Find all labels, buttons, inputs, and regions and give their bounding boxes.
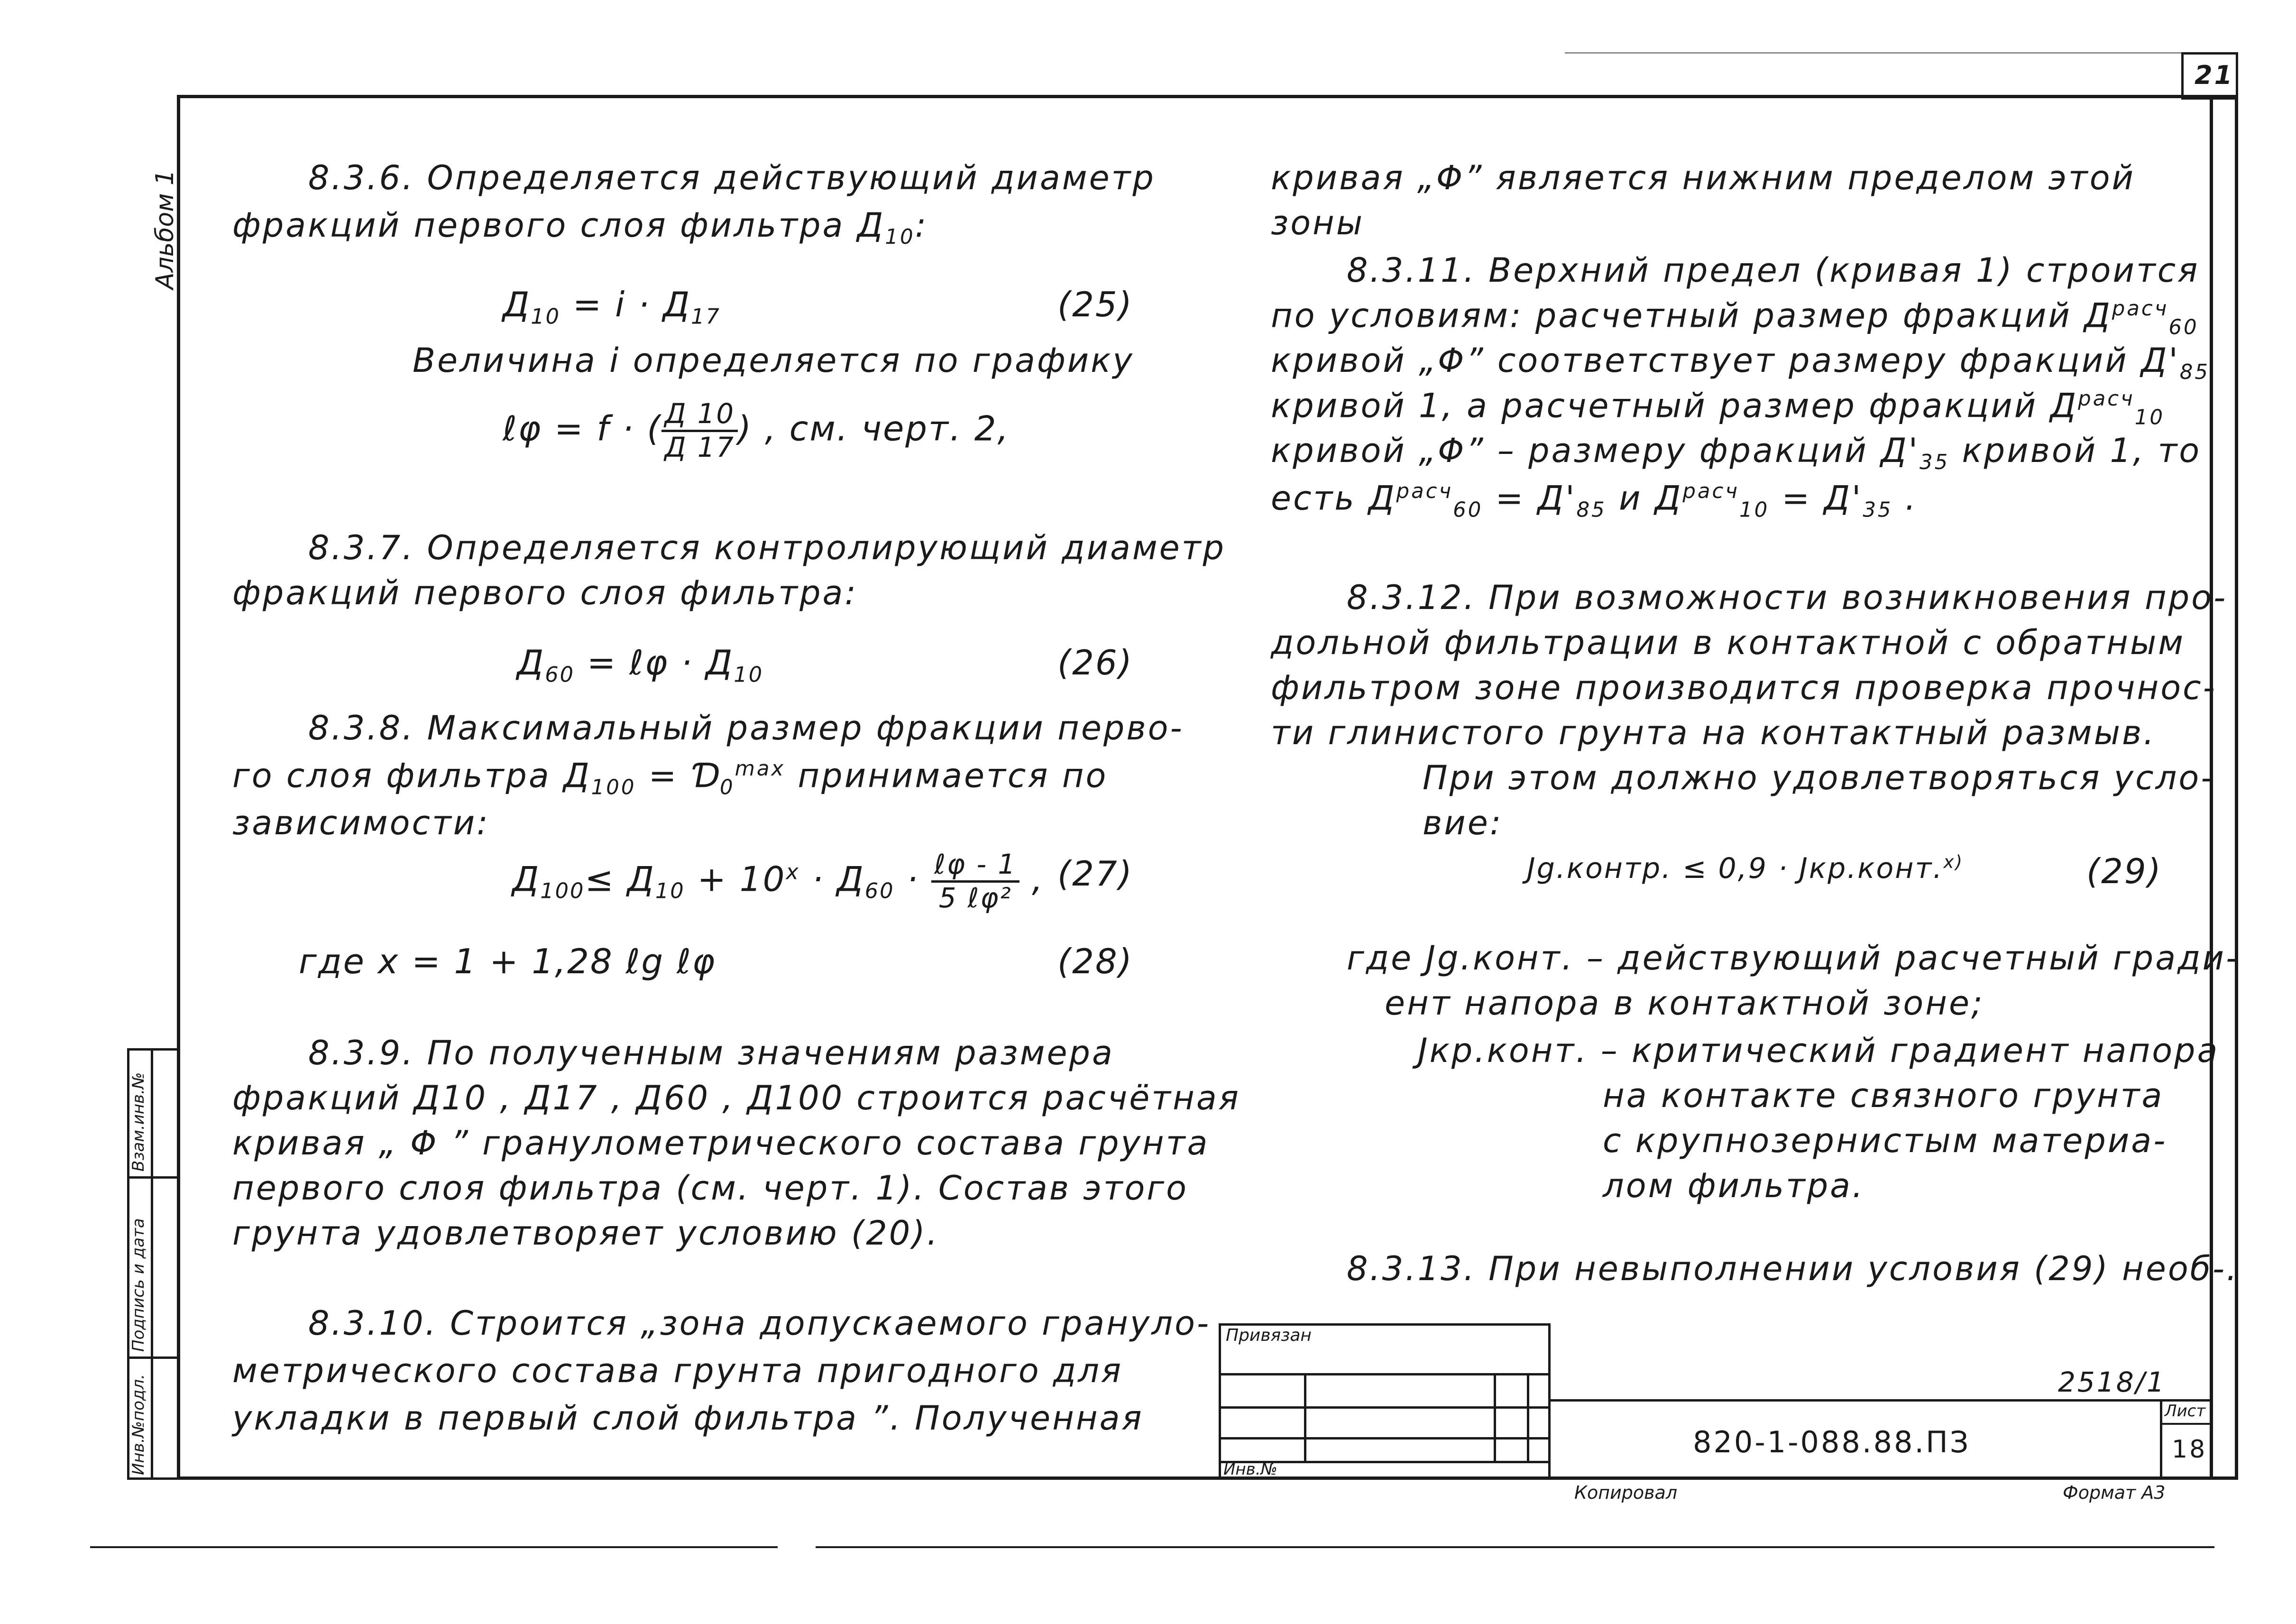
- right-cont-line2: зоны: [1271, 203, 1365, 242]
- equation-25-number: (25): [1057, 285, 1133, 324]
- p838-line2: го слоя фильтра $Д_{100}$ = $Ɗ_0^{max}$ принимается по: [232, 756, 1108, 800]
- p839-line2: фракций Д10 , Д17 , Д60 , Д100 строится расчётная: [232, 1079, 1240, 1117]
- stamp-sheet-divider: [2160, 1399, 2162, 1480]
- stamp-col-2: [1494, 1373, 1496, 1461]
- p838-line3: зависимости:: [232, 803, 490, 842]
- side-invpodl-label: Инв.№подл.: [129, 1374, 148, 1475]
- p8311-line5: кривой „Φ” – размеру фракций $Д'_{35}$ кривой 1, то: [1271, 431, 2202, 474]
- bottom-scan-line-2: [816, 1546, 2214, 1548]
- value-i-line: Величина i определяется по графику: [413, 341, 1134, 380]
- side-strip-sep-2: [127, 1356, 179, 1359]
- stamp-format: Формат А3: [2063, 1482, 2166, 1503]
- equation-27-number: (27): [1057, 854, 1133, 894]
- stamp-sheet-number: 18: [2172, 1435, 2207, 1464]
- p8312-line2: дольной фильтрации в контактной с обратным: [1271, 623, 2186, 662]
- p8312-line6: вие:: [1423, 803, 1503, 842]
- where-line4: на контакте связного грунта: [1603, 1076, 2164, 1115]
- equation-26-number: (26): [1057, 643, 1133, 683]
- p838-line1: 8.3.8. Максимальный размер фракции перво-: [308, 709, 1184, 747]
- p8312-line5: При этом должно удовлетворяться усло-: [1423, 758, 2215, 797]
- equation-29: Jg.контр. ≤ 0,9 · Jкр.конт.$^{x)}$: [1527, 851, 1964, 885]
- p839-line3: кривая „ Φ ” гранулометрического состава грунта: [232, 1124, 1210, 1163]
- stamp-sheet-label: Лист: [2165, 1402, 2206, 1421]
- p8311-line3: кривой „Φ” соответствует размеру фракций $Д'_{85}$: [1271, 341, 2210, 384]
- equation-graph: ℓφ = f · ( Д 10 Д 17 ) , см. черт. 2,: [503, 398, 1010, 464]
- p8312-line4: ти глинистого грунта на контактный размыв.: [1271, 713, 2156, 752]
- p8311-line2: по условиям: расчетный размер фракций $Д^{расч}_{60}$: [1271, 296, 2199, 340]
- stamp-inv-no: Инв.№: [1223, 1460, 1277, 1479]
- stamp-main-top: [1551, 1399, 2210, 1402]
- right-cont-line1: кривая „Φ” является нижним пределом этой: [1271, 158, 2136, 197]
- p8311-line4: кривой 1, а расчетный размер фракций $Д^{расч}_{10}$: [1271, 386, 2165, 430]
- stamp-col-1: [1304, 1373, 1306, 1461]
- p8311-line1: 8.3.11. Верхний предел (кривая 1) строится: [1347, 251, 2200, 290]
- top-dotted-line: [1565, 52, 2181, 54]
- bottom-scan-line-1: [90, 1546, 778, 1548]
- stamp-doc-code: 820-1-088.88.ПЗ: [1693, 1425, 1971, 1459]
- p836-line2: фракций первого слоя фильтра $Д_{10}$:: [232, 206, 928, 249]
- equation-26: $Д_{60}$ = ℓφ · $Д_{10}$: [517, 643, 764, 687]
- equation-27: $Д_{100}\le Д_{10} + 10^x \cdot Д_{60}$ · ℓφ - 1 5 ℓφ² ,: [512, 849, 1044, 914]
- p8313-line1: 8.3.13. При невыполнении условия (29) необ-.: [1347, 1249, 2239, 1288]
- equation-29-number: (29): [2086, 851, 2162, 891]
- stamp-row-2: [1219, 1406, 1551, 1409]
- p8312-line3: фильтром зоне производится проверка прочнос-: [1271, 668, 2217, 707]
- equation-28-number: (28): [1057, 941, 1133, 981]
- where-line5: с крупнозернистым материа-: [1603, 1121, 2167, 1160]
- stamp-row-3: [1219, 1437, 1551, 1439]
- page-number: 21: [2195, 60, 2234, 90]
- where-line3: Jкр.конт. – критический градиент напора: [1418, 1031, 2220, 1070]
- p8312-line1: 8.3.12. При возможности возникновения про-: [1347, 578, 2228, 617]
- stamp-kopiroval: Копировал: [1574, 1482, 1678, 1503]
- stamp-row-1: [1219, 1373, 1551, 1375]
- stamp-small-table: [1219, 1323, 1551, 1480]
- where-line6: лом фильтра.: [1603, 1166, 1865, 1205]
- p839-line4: первого слоя фильтра (см. черт. 1). Состав этого: [232, 1169, 1188, 1208]
- p8311-line6: есть $Д^{расч}_{60} = Д'_{85}$ и $Д^{расч}_{10} = Д'_{35}$ .: [1271, 479, 1918, 522]
- album-label: Альбом 1: [151, 169, 179, 289]
- p836-line1: 8.3.6. Определяется действующий диаметр: [308, 158, 1156, 197]
- side-vzam-label: Взам.инв.№: [129, 1072, 148, 1172]
- p839-line1: 8.3.9. По полученным значениям размера: [308, 1033, 1114, 1072]
- p8310-line1: 8.3.10. Строится „зона допускаемого грануло-: [308, 1304, 1211, 1343]
- equation-28: где x = 1 + 1,28 ℓg ℓφ: [299, 941, 716, 981]
- stamp-doc-ref: 2518/1: [2058, 1366, 2167, 1398]
- side-podpis-label: Подпись и дата: [129, 1218, 148, 1352]
- side-strip-sep-1: [127, 1176, 179, 1179]
- p8310-line3: укладки в первый слой фильтра ”. Полученная: [232, 1399, 1144, 1438]
- equation-25: $Д_{10} = i \cdot Д_{17}$: [503, 285, 721, 329]
- side-strip-divider: [151, 1048, 153, 1480]
- p839-line5: грунта удовлетворяет условию (20).: [232, 1214, 939, 1253]
- where-line1: где Jg.конт. – действующий расчетный гради-: [1347, 939, 2240, 978]
- p8310-line2: метрического состава грунта пригодного для: [232, 1351, 1123, 1390]
- stamp-col-3: [1527, 1373, 1529, 1461]
- stamp-privyazan: Привязан: [1226, 1326, 1312, 1345]
- where-line2: ент напора в контактной зоне;: [1385, 984, 1984, 1023]
- p837-line2: фракций первого слоя фильтра:: [232, 573, 858, 612]
- p837-line1: 8.3.7. Определяется контролирующий диаметр: [308, 528, 1226, 567]
- stamp-sheet-row: [2160, 1423, 2210, 1425]
